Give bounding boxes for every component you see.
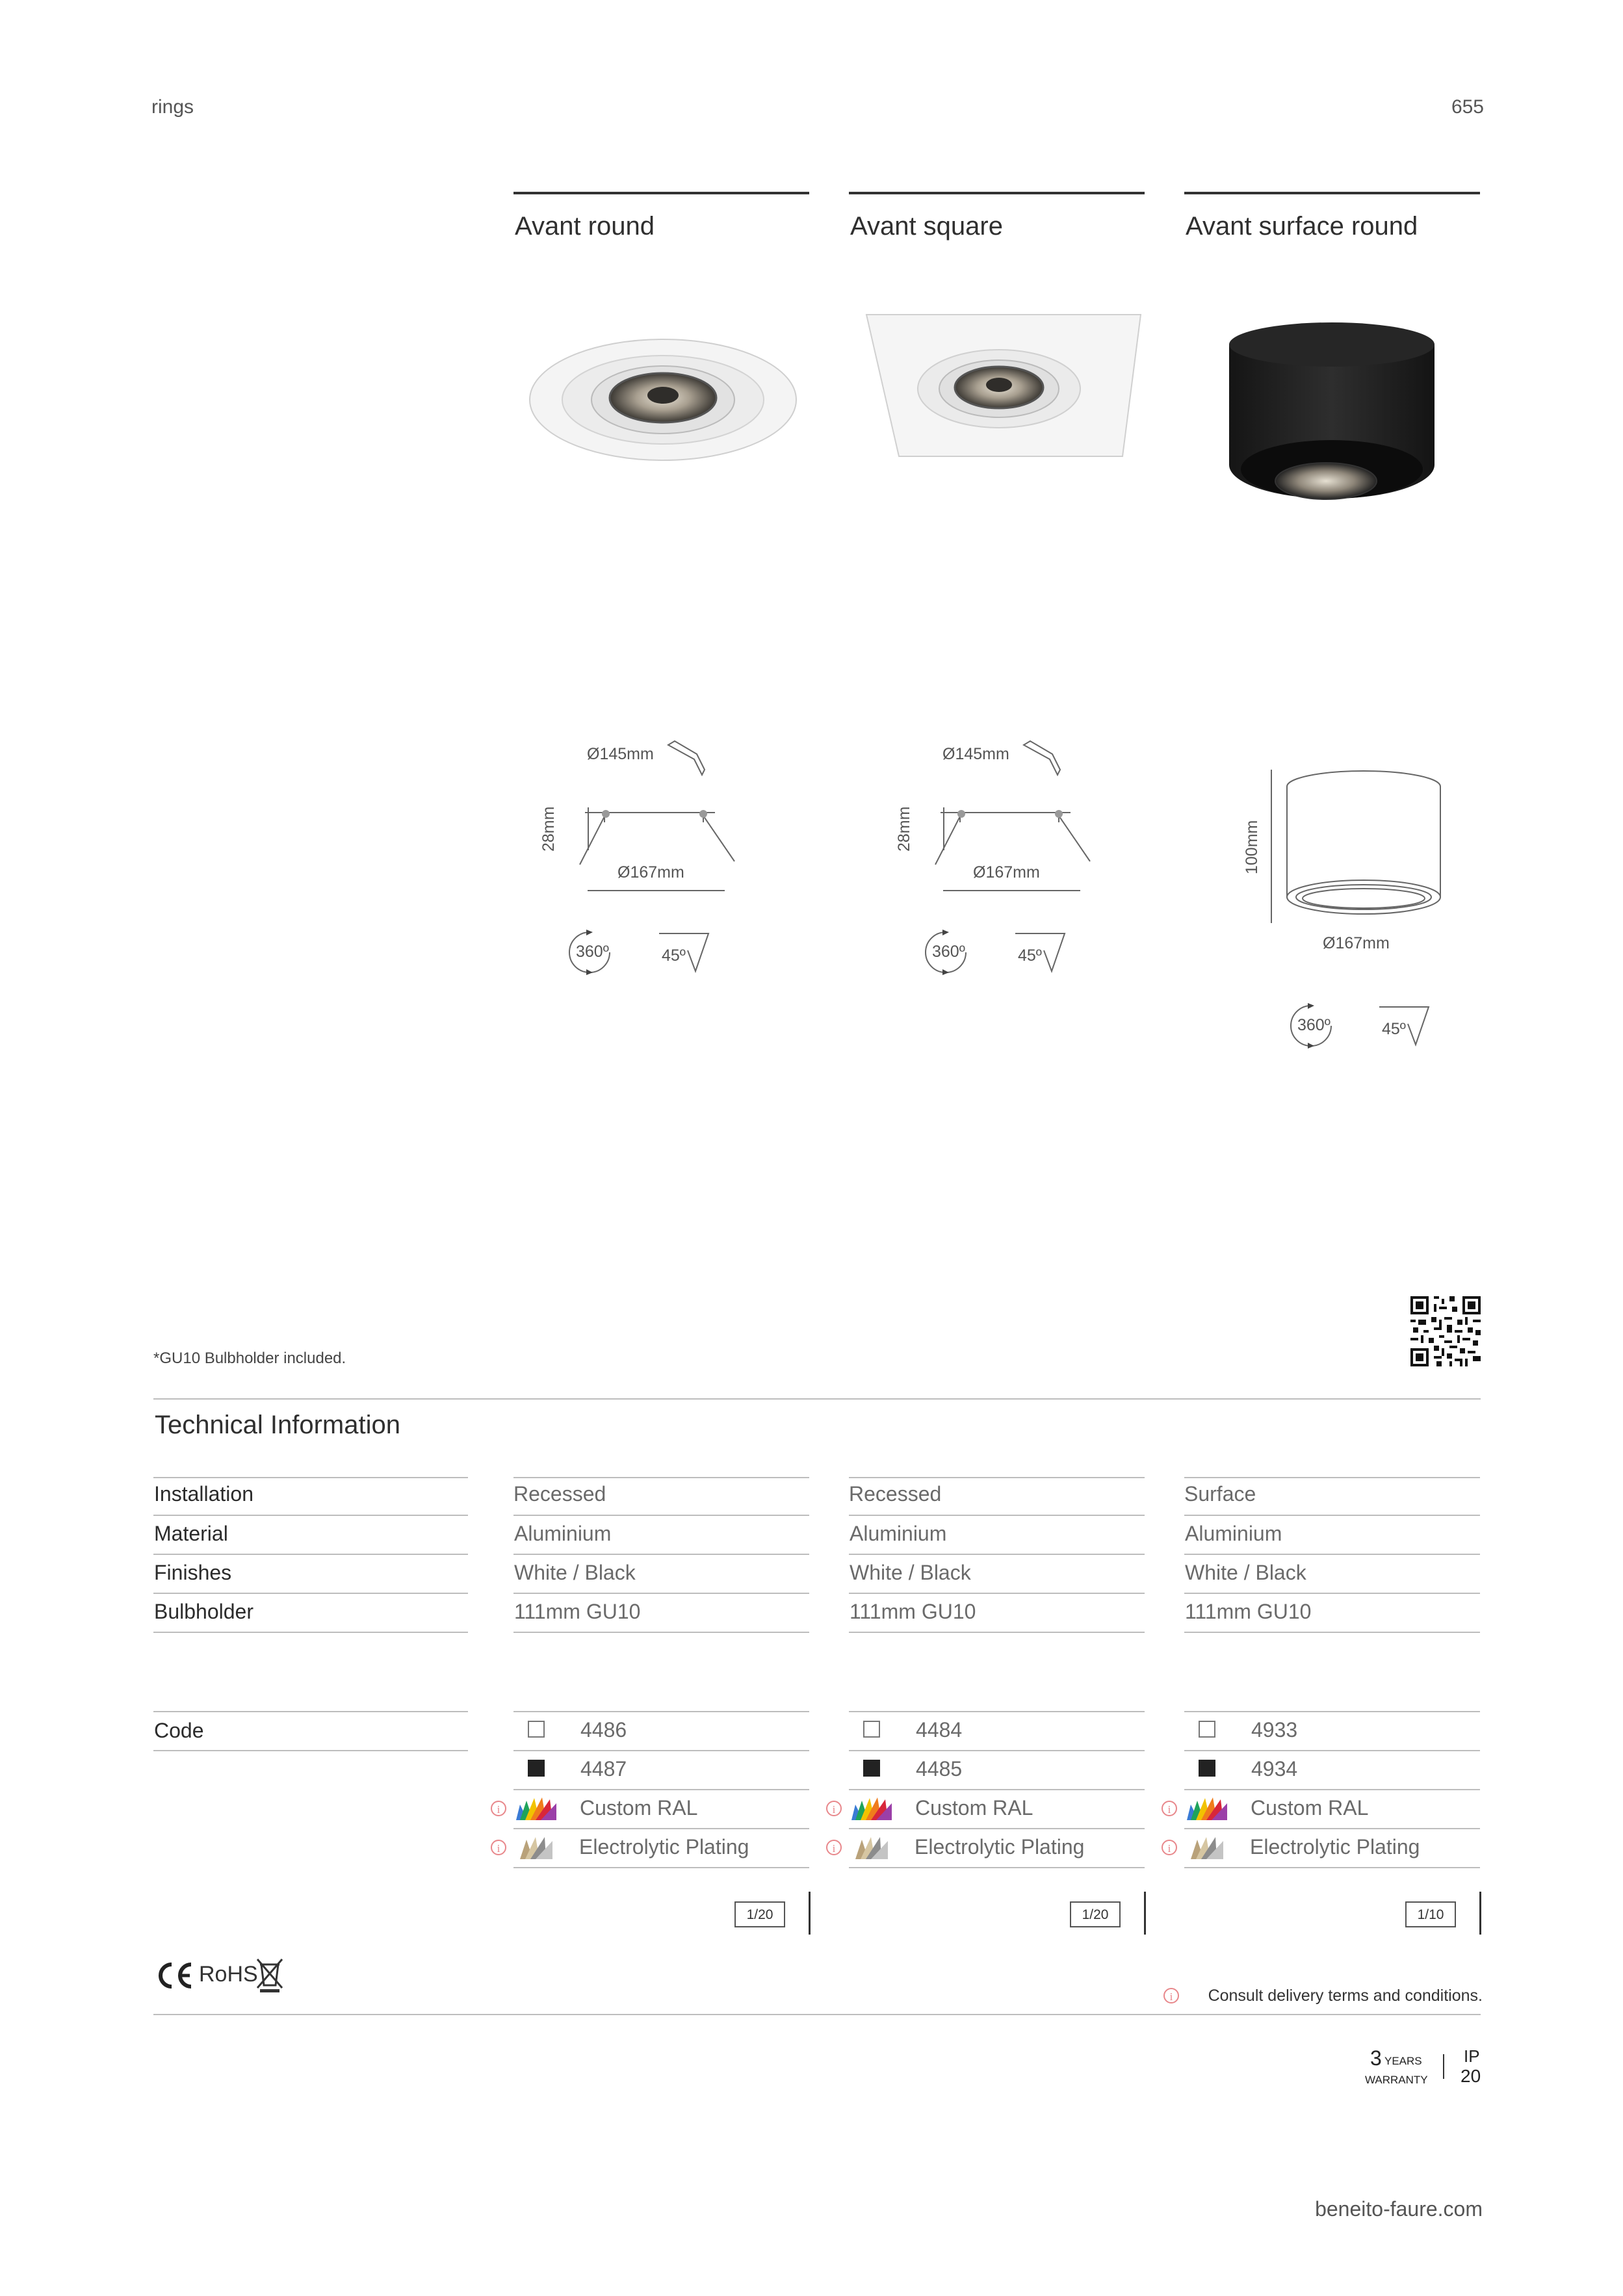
height-dimension: 28mm [895, 806, 913, 852]
bulbholder-note: *GU10 Bulbholder included. [153, 1350, 346, 1367]
row-line [513, 1867, 809, 1868]
row-line [153, 1632, 468, 1633]
ral-color-fan-icon [1184, 1794, 1228, 1821]
rotation-value: 360º [1297, 1016, 1331, 1034]
label-code: Code [154, 1719, 204, 1742]
row-line [849, 1789, 1145, 1790]
row-line [849, 1632, 1145, 1633]
outer-diameter: Ø167mm [617, 863, 684, 881]
row-line [849, 1515, 1145, 1516]
row-line [1184, 1750, 1480, 1751]
rotation-value: 360º [932, 943, 965, 961]
code-white: 4933 [1251, 1718, 1298, 1742]
footer-divider [153, 2014, 1481, 2015]
plating-label: Electrolytic Plating [579, 1835, 749, 1859]
row-line [849, 1477, 1145, 1478]
section-divider [153, 1398, 1481, 1400]
surface-dimension-drawing [1261, 767, 1456, 930]
row-line [1184, 1828, 1480, 1829]
row-line [153, 1477, 468, 1478]
row-line [513, 1789, 809, 1790]
row-line [1184, 1711, 1480, 1712]
info-icon: i [826, 1801, 842, 1816]
cut-diameter: Ø145mm [587, 745, 654, 763]
row-line [513, 1632, 809, 1633]
height-dimension: 100mm [1243, 820, 1261, 874]
code-black: 4487 [580, 1757, 627, 1781]
bulbholder-value: 111mm GU10 [1185, 1600, 1312, 1623]
pack-divider [1479, 1892, 1481, 1935]
installation-value: Surface [1184, 1482, 1256, 1506]
cut-diameter: Ø145mm [942, 745, 1009, 763]
row-line [153, 1515, 468, 1516]
row-line [849, 1867, 1145, 1868]
installation-value: Recessed [849, 1482, 942, 1506]
warranty-years-label: YEARS [1384, 2055, 1422, 2067]
bulbholder-value: 111mm GU10 [850, 1600, 976, 1623]
rotation-value: 360º [576, 943, 609, 961]
delivery-note: Consult delivery terms and conditions. [1208, 1987, 1483, 2005]
tilt-value: 45º [1018, 946, 1042, 965]
label-finishes: Finishes [154, 1561, 232, 1584]
row-line [513, 1477, 809, 1478]
code-black: 4934 [1251, 1757, 1298, 1781]
column-rule [1184, 192, 1480, 194]
pack-quantity: 1/10 [1405, 1901, 1456, 1927]
info-icon: i [491, 1801, 506, 1816]
row-line [513, 1515, 809, 1516]
product-title: Avant surface round [1186, 212, 1418, 241]
outer-diameter: Ø167mm [973, 863, 1040, 881]
finishes-value: White / Black [850, 1561, 971, 1584]
product-image-round [526, 319, 799, 488]
row-line [513, 1711, 809, 1712]
plating-fan-icon [513, 1833, 558, 1860]
section-label: rings [151, 96, 194, 118]
row-line [849, 1828, 1145, 1829]
ip-value: 20 [1461, 2066, 1481, 2086]
custom-ral-label: Custom RAL [915, 1796, 1033, 1820]
product-image-surface [1225, 319, 1440, 514]
rohs-label: RoHS [199, 1962, 258, 1987]
row-line [849, 1711, 1145, 1712]
warranty-years: 3 [1370, 2046, 1382, 2070]
info-icon: i [1162, 1801, 1177, 1816]
label-bulbholder: Bulbholder [154, 1600, 253, 1623]
info-icon: i [1163, 1988, 1179, 2003]
row-line [513, 1750, 809, 1751]
code-white: 4484 [916, 1718, 963, 1742]
white-finish-swatch [863, 1721, 880, 1738]
material-value: Aluminium [1185, 1522, 1282, 1545]
ip-label: IP [1464, 2046, 1480, 2066]
row-line [513, 1828, 809, 1829]
row-line [153, 1554, 468, 1555]
code-white: 4486 [580, 1718, 627, 1742]
plating-label: Electrolytic Plating [915, 1835, 1085, 1859]
column-rule [849, 192, 1145, 194]
row-line [1184, 1789, 1480, 1790]
ral-color-fan-icon [513, 1794, 558, 1821]
weee-bin-icon [255, 1957, 285, 1993]
info-icon: i [491, 1840, 506, 1855]
product-title: Avant round [515, 212, 655, 241]
warranty-label: WARRANTY [1365, 2074, 1428, 2086]
custom-ral-label: Custom RAL [1251, 1796, 1369, 1820]
outer-diameter: Ø167mm [1323, 934, 1390, 952]
finishes-value: White / Black [514, 1561, 636, 1584]
custom-ral-label: Custom RAL [580, 1796, 698, 1820]
height-dimension: 28mm [539, 806, 558, 852]
plating-fan-icon [849, 1833, 893, 1860]
pack-divider [809, 1892, 811, 1935]
plating-fan-icon [1184, 1833, 1228, 1860]
black-finish-swatch [528, 1760, 545, 1777]
black-finish-swatch [863, 1760, 880, 1777]
white-finish-swatch [528, 1721, 545, 1738]
label-installation: Installation [154, 1482, 253, 1506]
row-line [1184, 1867, 1480, 1868]
row-line [849, 1554, 1145, 1555]
row-line [153, 1711, 468, 1712]
row-line [513, 1593, 809, 1594]
black-finish-swatch [1199, 1760, 1215, 1777]
row-line [1184, 1515, 1480, 1516]
info-icon: i [1162, 1840, 1177, 1855]
row-line [849, 1750, 1145, 1751]
column-rule [513, 192, 809, 194]
website-link[interactable]: beneito-faure.com [1315, 2197, 1483, 2221]
page-number: 655 [1451, 96, 1484, 118]
label-material: Material [154, 1522, 228, 1545]
installation-value: Recessed [513, 1482, 606, 1506]
row-line [1184, 1632, 1480, 1633]
warranty-divider [1443, 2054, 1444, 2079]
ce-mark-icon [155, 1962, 194, 1989]
row-line [153, 1593, 468, 1594]
finishes-value: White / Black [1185, 1561, 1306, 1584]
code-black: 4485 [916, 1757, 963, 1781]
bulbholder-value: 111mm GU10 [514, 1600, 641, 1623]
plating-label: Electrolytic Plating [1250, 1835, 1420, 1859]
row-line [513, 1554, 809, 1555]
product-image-square [855, 312, 1147, 462]
product-title: Avant square [850, 212, 1003, 241]
white-finish-swatch [1199, 1721, 1215, 1738]
row-line [1184, 1593, 1480, 1594]
info-icon: i [826, 1840, 842, 1855]
pack-quantity: 1/20 [734, 1901, 785, 1927]
tilt-value: 45º [1382, 1020, 1406, 1038]
tech-title: Technical Information [155, 1411, 400, 1439]
material-value: Aluminium [514, 1522, 612, 1545]
ral-color-fan-icon [849, 1794, 893, 1821]
row-line [1184, 1554, 1480, 1555]
row-line [1184, 1477, 1480, 1478]
pack-quantity: 1/20 [1070, 1901, 1121, 1927]
qr-code [1410, 1296, 1481, 1366]
row-line [849, 1593, 1145, 1594]
row-line [153, 1750, 468, 1751]
tilt-value: 45º [662, 946, 686, 965]
pack-divider [1144, 1892, 1146, 1935]
material-value: Aluminium [850, 1522, 947, 1545]
